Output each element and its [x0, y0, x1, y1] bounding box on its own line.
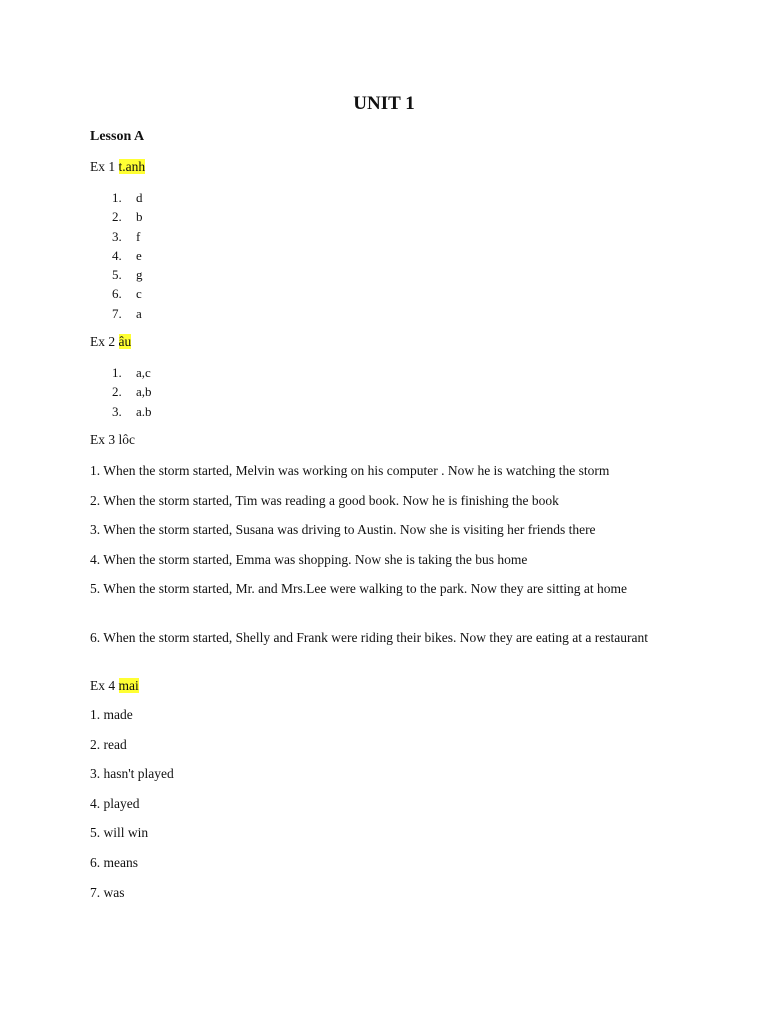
item-number: 3.: [112, 403, 122, 419]
item-number: 6.: [112, 286, 122, 302]
item-text: f: [136, 228, 141, 244]
item-number: 7.: [112, 305, 122, 321]
ex3-sentence: 5. When the storm started, Mr. and Mrs.Lee were walking to the park. Now they are sitting at home: [90, 581, 627, 596]
ex3-heading: Ex 3 lôc: [90, 432, 135, 447]
item-number: 4.: [112, 247, 122, 263]
ex3-sentence: 1. When the storm started, Melvin was working on his computer . Now he is watching the storm: [90, 463, 610, 478]
ex1-name-highlight: t.anh: [118, 159, 146, 174]
list-item: [112, 265, 143, 284]
item-number: 2.: [112, 384, 122, 400]
ex2-answer-list: [112, 363, 152, 421]
item-number: 3.: [112, 228, 122, 244]
item-text: b: [136, 209, 143, 225]
ex4-answer: 2. read: [90, 737, 127, 752]
list-item: [112, 188, 143, 207]
list-item: [112, 207, 143, 226]
ex2-name-highlight: âu: [118, 334, 132, 349]
ex4-answer: 4. played: [90, 796, 140, 811]
item-number: 1.: [112, 190, 122, 205]
ex4-answer: 3. hasn't played: [90, 766, 174, 781]
item-text: a,b: [136, 384, 152, 400]
lesson-heading: Lesson A: [90, 129, 145, 144]
ex4-answer: 5. will win: [90, 825, 149, 840]
page-title: UNIT 1: [353, 93, 415, 114]
list-item: [112, 402, 152, 421]
list-item: [112, 227, 143, 246]
item-text: g: [136, 267, 143, 283]
item-text: a.b: [136, 403, 152, 419]
ex3-sentence: 2. When the storm started, Tim was reading a good book. Now he is finishing the book: [90, 493, 559, 508]
ex4-answer: 7. was: [90, 885, 125, 900]
ex3-sentence: 4. When the storm started, Emma was shopping. Now she is taking the bus home: [90, 552, 528, 567]
item-number: 1.: [112, 365, 122, 380]
list-item: [112, 304, 143, 323]
ex4-answer: 6. means: [90, 855, 138, 870]
ex3-sentence: 6. When the storm started, Shelly and Frank were riding their bikes. Now they are eating at a restaurant: [90, 630, 648, 645]
item-text: a,c: [136, 365, 151, 380]
ex2-heading: [90, 334, 131, 350]
item-text: c: [136, 286, 142, 302]
ex1-answer-list: [112, 188, 143, 323]
list-item: [112, 284, 143, 303]
item-number: 5.: [112, 267, 122, 283]
ex1-label: Ex 1: [90, 159, 116, 174]
item-number: 2.: [112, 209, 122, 225]
ex4-label: Ex 4: [90, 678, 116, 693]
ex4-name-highlight: mai: [118, 678, 139, 693]
ex1-heading: [90, 159, 145, 175]
list-item: [112, 363, 152, 382]
item-text: d: [136, 190, 143, 205]
ex3-sentence: 3. When the storm started, Susana was driving to Austin. Now she is visiting her friends there: [90, 522, 596, 537]
list-item: [112, 246, 143, 265]
item-text: e: [136, 247, 142, 263]
ex4-heading: [90, 678, 139, 694]
item-text: a: [136, 305, 142, 321]
list-item: [112, 382, 152, 401]
ex2-label: Ex 2: [90, 334, 116, 349]
ex4-answer: 1. made: [90, 707, 133, 722]
